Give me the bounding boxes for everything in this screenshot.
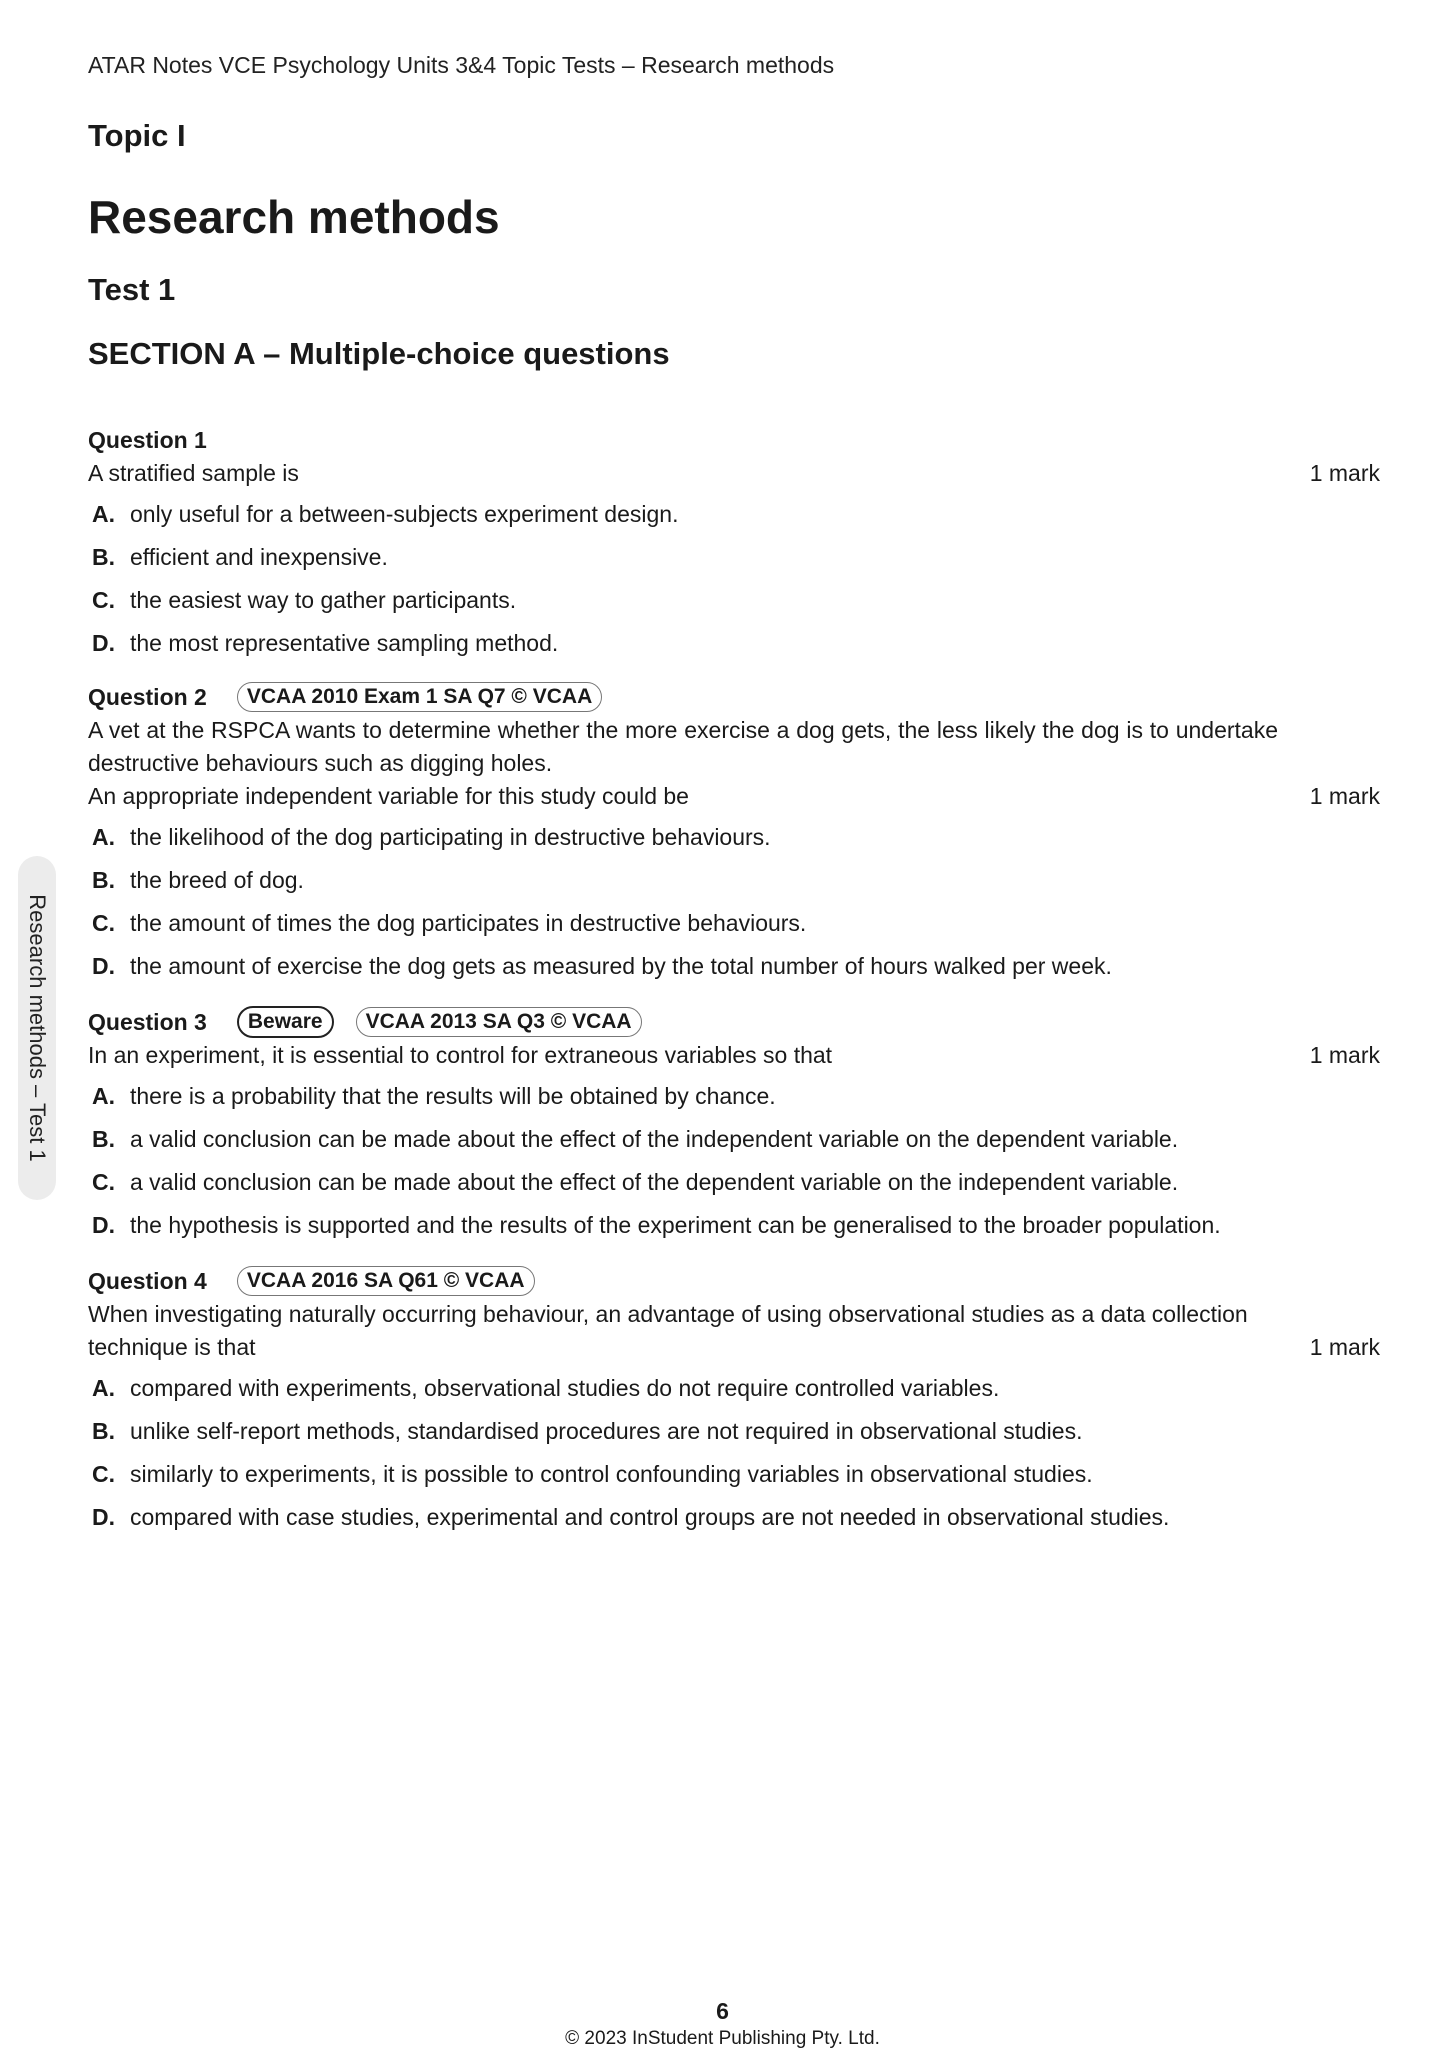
option-text: only useful for a between-subjects experiment design. <box>130 501 679 527</box>
option-text: the hypothesis is supported and the results of the experiment can be generalised to the broader population. <box>130 1212 1221 1238</box>
option-b[interactable] <box>88 864 1380 907</box>
copyright-notice: © 2023 InStudent Publishing Pty. Ltd. <box>565 2028 880 2049</box>
source-tag: VCAA 2013 SA Q3 © VCAA <box>356 1007 642 1037</box>
question-3 <box>88 1005 1380 1252</box>
option-letter: A. <box>92 1375 115 1401</box>
question-stem <box>88 457 1380 490</box>
option-b[interactable] <box>88 1415 1380 1458</box>
option-c[interactable] <box>88 584 1380 627</box>
question-label: Question 4 <box>88 1267 207 1294</box>
option-letter: C. <box>92 910 115 936</box>
topic-heading: Topic I <box>88 118 186 153</box>
option-letter: D. <box>92 1212 115 1238</box>
stem-text: When investigating naturally occurring behaviour, an advantage of using observational studies as a data collection technique is that <box>88 1301 1248 1360</box>
question-label: Question 1 <box>88 426 207 453</box>
page-title: Research methods <box>88 191 500 243</box>
option-c[interactable] <box>88 907 1380 950</box>
option-letter: C. <box>92 1461 115 1487</box>
option-letter: B. <box>92 1418 115 1444</box>
source-tag: VCAA 2010 Exam 1 SA Q7 © VCAA <box>237 682 602 712</box>
page-number: 6 <box>716 1998 729 2024</box>
mark-label: 1 mark <box>1309 460 1380 486</box>
question-label: Question 3 <box>88 1008 207 1035</box>
mark-label: 1 mark <box>1309 783 1380 809</box>
option-letter: B. <box>92 1126 115 1152</box>
option-text: a valid conclusion can be made about the effect of the dependent variable on the independent variable. <box>130 1169 1179 1195</box>
option-list <box>88 1080 1380 1252</box>
stem-text: In an experiment, it is essential to control for extraneous variables so that <box>88 1042 833 1068</box>
section-heading: SECTION A – Multiple-choice questions <box>88 336 670 371</box>
option-text: the amount of exercise the dog gets as measured by the total number of hours walked per week. <box>130 953 1112 979</box>
option-c[interactable] <box>88 1166 1380 1209</box>
option-text: the likelihood of the dog participating in destructive behaviours. <box>130 824 771 850</box>
option-text: unlike self-report methods, standardised procedures are not required in observational studies. <box>130 1418 1083 1444</box>
option-d[interactable] <box>88 950 1380 993</box>
question-header <box>88 1005 1380 1039</box>
side-tab <box>18 856 56 1200</box>
option-b[interactable] <box>88 541 1380 584</box>
question-stem <box>88 1298 1380 1364</box>
option-text: the most representative sampling method. <box>130 630 559 656</box>
mark-label: 1 mark <box>1309 1042 1380 1068</box>
stem-text: A stratified sample is <box>88 460 299 486</box>
option-c[interactable] <box>88 1458 1380 1501</box>
option-text: similarly to experiments, it is possible to control confounding variables in observational studies. <box>130 1461 1093 1487</box>
option-text: a valid conclusion can be made about the effect of the independent variable on the dependent variable. <box>130 1126 1179 1152</box>
option-letter: D. <box>92 953 115 979</box>
option-text: efficient and inexpensive. <box>130 544 388 570</box>
running-header: ATAR Notes VCE Psychology Units 3&4 Topic Tests – Research methods <box>88 52 835 78</box>
question-stem <box>88 1039 1380 1072</box>
option-d[interactable] <box>88 627 1380 670</box>
option-letter: C. <box>92 1169 115 1195</box>
option-list <box>88 1372 1380 1544</box>
option-letter: B. <box>92 867 115 893</box>
question-header <box>88 680 1380 714</box>
question-label: Question 2 <box>88 683 207 710</box>
option-b[interactable] <box>88 1123 1380 1166</box>
question-1 <box>88 423 1380 670</box>
option-text: compared with case studies, experimental and control groups are not needed in observational studies. <box>130 1504 1170 1530</box>
option-list <box>88 821 1380 993</box>
option-list <box>88 498 1380 670</box>
option-text: compared with experiments, observational studies do not require controlled variables. <box>130 1375 1000 1401</box>
question-intro: A vet at the RSPCA wants to determine whether the more exercise a dog gets, the less likely the dog is to undertake destructive behaviours such as digging holes. <box>88 717 1278 776</box>
option-letter: D. <box>92 1504 115 1530</box>
option-letter: C. <box>92 587 115 613</box>
option-letter: A. <box>92 1083 115 1109</box>
question-header <box>88 1264 1380 1298</box>
mark-label: 1 mark <box>1309 1334 1380 1360</box>
option-d[interactable] <box>88 1501 1380 1544</box>
option-text: the easiest way to gather participants. <box>130 587 517 613</box>
source-tag: VCAA 2016 SA Q61 © VCAA <box>237 1266 535 1296</box>
test-heading: Test 1 <box>88 272 176 307</box>
option-a[interactable] <box>88 1372 1380 1415</box>
question-4 <box>88 1264 1380 1544</box>
option-text: the breed of dog. <box>130 867 304 893</box>
option-text: the amount of times the dog participates in destructive behaviours. <box>130 910 807 936</box>
question-2 <box>88 680 1380 993</box>
question-header <box>88 423 1380 457</box>
option-a[interactable] <box>88 1080 1380 1123</box>
option-letter: A. <box>92 824 115 850</box>
beware-badge: Beware <box>237 1006 334 1038</box>
option-a[interactable] <box>88 498 1380 541</box>
side-tab-label: Research methods – Test 1 <box>25 894 50 1162</box>
option-letter: B. <box>92 544 115 570</box>
option-a[interactable] <box>88 821 1380 864</box>
option-letter: A. <box>92 501 115 527</box>
option-letter: D. <box>92 630 115 656</box>
stem-text: An appropriate independent variable for this study could be <box>88 783 689 809</box>
question-stem <box>88 780 1380 813</box>
option-text: there is a probability that the results will be obtained by chance. <box>130 1083 776 1109</box>
option-d[interactable] <box>88 1209 1380 1252</box>
